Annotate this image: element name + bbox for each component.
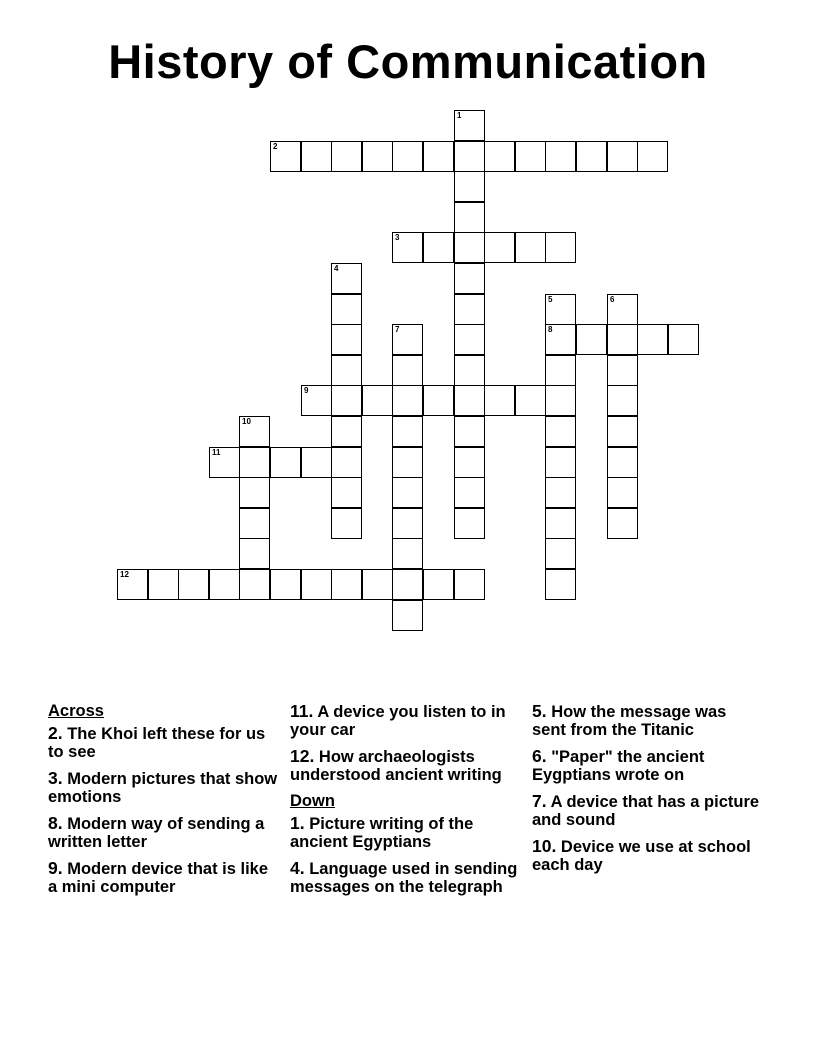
clue-number: 1. <box>290 813 305 833</box>
clue-text: "Paper" the ancient Eygptians wrote on <box>532 748 705 784</box>
clue-text: Modern pictures that show emotions <box>48 770 278 806</box>
grid-cell[interactable] <box>331 294 362 325</box>
grid-cell[interactable] <box>454 508 485 539</box>
grid-cell[interactable] <box>545 477 576 508</box>
clue-column-1 <box>48 702 280 904</box>
grid-cell[interactable] <box>392 141 423 172</box>
grid-cell[interactable] <box>392 447 423 478</box>
grid-cell[interactable] <box>239 416 270 447</box>
clue-text: How archaeologists understood ancient writing <box>290 748 502 784</box>
grid-cell[interactable] <box>607 447 638 478</box>
grid-cell[interactable] <box>607 294 638 325</box>
grid-cell[interactable] <box>607 324 638 355</box>
cell-number: 7 <box>395 325 400 334</box>
grid-cell[interactable] <box>668 324 699 355</box>
grid-cell[interactable] <box>454 324 485 355</box>
clue-text: A device you listen to in your car <box>290 703 506 739</box>
clue-number: 6. <box>532 746 547 766</box>
clue-across-8 <box>48 814 280 851</box>
grid-cell[interactable] <box>148 569 179 600</box>
grid-cell[interactable] <box>392 477 423 508</box>
clue-across-11 <box>290 702 522 739</box>
cell-number: 2 <box>273 142 278 151</box>
grid-cell[interactable] <box>239 569 270 600</box>
grid-cell[interactable] <box>209 569 240 600</box>
clue-across-2 <box>48 724 280 761</box>
clue-across-3 <box>48 769 280 806</box>
grid-cell[interactable] <box>545 141 576 172</box>
clue-number: 4. <box>290 858 305 878</box>
grid-cell[interactable] <box>270 141 301 172</box>
grid-cell[interactable] <box>515 385 546 416</box>
grid-cell[interactable] <box>515 141 546 172</box>
clue-text: How the message was sent from the Titanic <box>532 703 727 739</box>
grid-cell[interactable] <box>392 232 423 263</box>
clue-down-1 <box>290 814 522 851</box>
grid-cell[interactable] <box>209 447 240 478</box>
grid-cell[interactable] <box>454 263 485 294</box>
grid-cell[interactable] <box>454 416 485 447</box>
cell-number: 3 <box>395 233 400 242</box>
clue-down-4 <box>290 859 522 896</box>
grid-cell[interactable] <box>331 477 362 508</box>
grid-cell[interactable] <box>301 447 332 478</box>
clue-text: Device we use at school each day <box>532 838 751 874</box>
grid-cell[interactable] <box>239 508 270 539</box>
clue-number: 5. <box>532 701 547 721</box>
clue-text: A device that has a picture and sound <box>532 793 760 829</box>
down-heading: Down <box>290 792 335 810</box>
grid-cell[interactable] <box>331 355 362 386</box>
clue-number: 3. <box>48 768 63 788</box>
grid-cell[interactable] <box>454 232 485 263</box>
grid-cell[interactable] <box>484 141 515 172</box>
grid-cell[interactable] <box>545 447 576 478</box>
cell-number: 9 <box>304 386 309 395</box>
grid-cell[interactable] <box>545 569 576 600</box>
grid-cell[interactable] <box>607 416 638 447</box>
grid-cell[interactable] <box>270 447 301 478</box>
clue-number: 11. <box>290 701 314 721</box>
cell-number: 11 <box>212 448 221 457</box>
grid-cell[interactable] <box>576 324 607 355</box>
grid-cell[interactable] <box>545 324 576 355</box>
grid-cell[interactable] <box>392 508 423 539</box>
cell-number: 8 <box>548 325 553 334</box>
grid-cell[interactable] <box>454 202 485 233</box>
grid-cell[interactable] <box>423 232 454 263</box>
cell-number: 1 <box>457 111 462 120</box>
grid-cell[interactable] <box>239 538 270 569</box>
grid-cell[interactable] <box>454 447 485 478</box>
grid-cell[interactable] <box>515 232 546 263</box>
clue-down-10 <box>532 837 764 874</box>
grid-cell[interactable] <box>362 141 393 172</box>
grid-cell[interactable] <box>637 141 668 172</box>
page-title: History of Communication <box>108 35 708 88</box>
grid-cell[interactable] <box>484 385 515 416</box>
grid-cell[interactable] <box>331 569 362 600</box>
clue-number: 2. <box>48 723 63 743</box>
clue-number: 7. <box>532 791 547 811</box>
grid-cell[interactable] <box>392 569 423 600</box>
grid-cell[interactable] <box>331 324 362 355</box>
grid-cell[interactable] <box>545 355 576 386</box>
grid-cell[interactable] <box>607 508 638 539</box>
grid-cell[interactable] <box>607 141 638 172</box>
grid-cell[interactable] <box>454 477 485 508</box>
grid-cell[interactable] <box>301 385 332 416</box>
clue-down-7 <box>532 792 764 829</box>
grid-cell[interactable] <box>454 294 485 325</box>
cell-number: 6 <box>610 295 615 304</box>
grid-cell[interactable] <box>454 110 485 141</box>
grid-cell[interactable] <box>545 232 576 263</box>
grid-cell[interactable] <box>607 477 638 508</box>
grid-cell[interactable] <box>178 569 209 600</box>
clue-text: Language used in sending messages on the telegraph <box>290 860 518 896</box>
grid-cell[interactable] <box>331 385 362 416</box>
clue-number: 9. <box>48 858 63 878</box>
grid-cell[interactable] <box>423 385 454 416</box>
grid-cell[interactable] <box>545 385 576 416</box>
grid-cell[interactable] <box>392 324 423 355</box>
clue-across-12 <box>290 747 522 784</box>
grid-cell[interactable] <box>484 232 515 263</box>
grid-cell[interactable] <box>576 141 607 172</box>
grid-cell[interactable] <box>637 324 668 355</box>
grid-cell[interactable] <box>545 538 576 569</box>
grid-cell[interactable] <box>362 569 393 600</box>
grid-cell[interactable] <box>392 416 423 447</box>
clue-column-3 <box>532 702 764 882</box>
grid-cell[interactable] <box>392 385 423 416</box>
grid-cell[interactable] <box>423 141 454 172</box>
grid-cell[interactable] <box>392 538 423 569</box>
grid-cell[interactable] <box>331 447 362 478</box>
grid-cell[interactable] <box>117 569 148 600</box>
grid-cell[interactable] <box>545 294 576 325</box>
grid-cell[interactable] <box>454 171 485 202</box>
cell-number: 12 <box>120 570 129 579</box>
across-heading: Across <box>48 702 104 720</box>
clue-down-5 <box>532 702 764 739</box>
clue-number: 8. <box>48 813 63 833</box>
grid-cell[interactable] <box>301 141 332 172</box>
grid-cell[interactable] <box>607 355 638 386</box>
grid-cell[interactable] <box>454 355 485 386</box>
grid-cell[interactable] <box>331 508 362 539</box>
grid-cell[interactable] <box>270 569 301 600</box>
cell-number: 4 <box>334 264 339 273</box>
clue-across-9 <box>48 859 280 896</box>
grid-cell[interactable] <box>331 416 362 447</box>
clue-text: Picture writing of the ancient Egyptians <box>290 815 474 851</box>
grid-cell[interactable] <box>362 385 393 416</box>
clue-column-2 <box>290 702 522 904</box>
cell-number: 5 <box>548 295 553 304</box>
grid-cell[interactable] <box>392 600 423 631</box>
grid-cell[interactable] <box>392 355 423 386</box>
grid-cell[interactable] <box>545 508 576 539</box>
grid-cell[interactable] <box>331 263 362 294</box>
grid-cell[interactable] <box>423 569 454 600</box>
grid-cell[interactable] <box>239 447 270 478</box>
grid-cell[interactable] <box>301 569 332 600</box>
clue-text: Modern device that is like a mini computer <box>48 860 269 896</box>
cell-number: 10 <box>242 417 251 426</box>
grid-cell[interactable] <box>239 477 270 508</box>
grid-cell[interactable] <box>545 416 576 447</box>
clue-down-6 <box>532 747 764 784</box>
grid-cell[interactable] <box>454 141 485 172</box>
clue-number: 12. <box>290 746 315 766</box>
grid-cell[interactable] <box>331 141 362 172</box>
clue-text: Modern way of sending a written letter <box>48 815 265 851</box>
clue-number: 10. <box>532 836 557 856</box>
grid-cell[interactable] <box>454 569 485 600</box>
clue-text: The Khoi left these for us to see <box>48 725 266 761</box>
grid-cell[interactable] <box>607 385 638 416</box>
grid-cell[interactable] <box>454 385 485 416</box>
